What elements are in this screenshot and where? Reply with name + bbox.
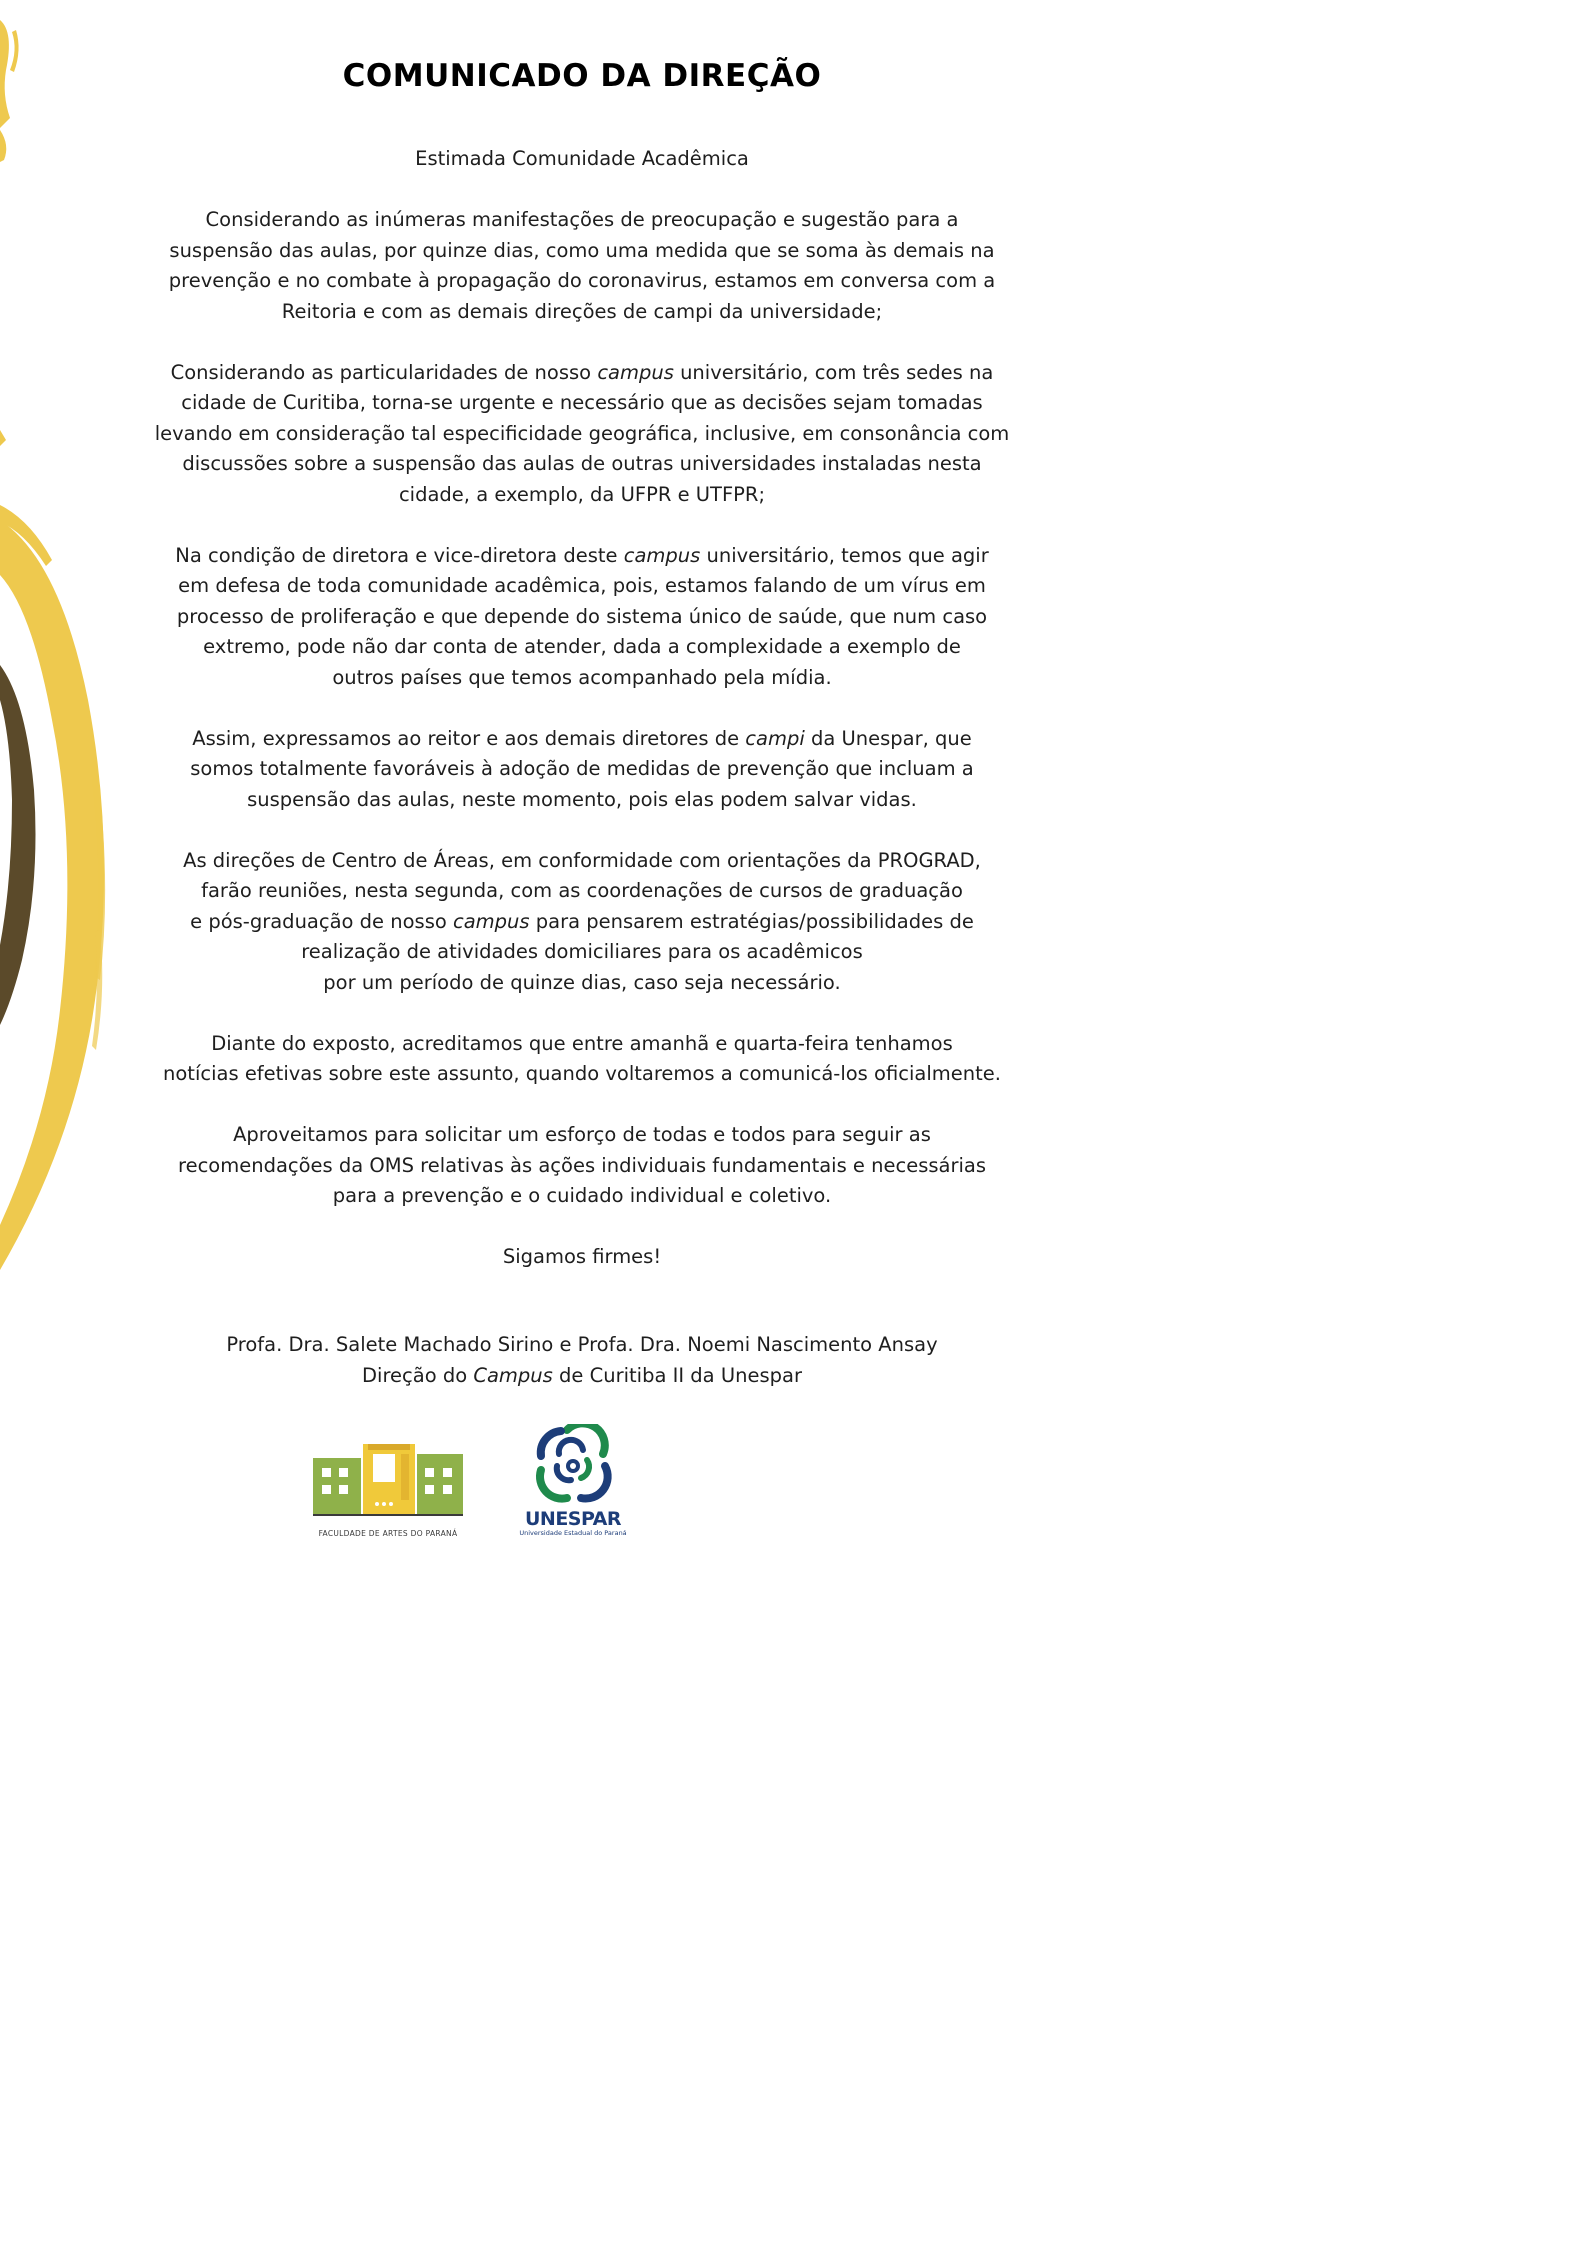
- text-run: discussões sobre a suspensão das aulas de outras universidades instaladas nesta: [182, 452, 982, 475]
- signature-role-italic: Campus: [473, 1363, 553, 1387]
- italic-term: campus: [623, 543, 701, 567]
- text-run: Na condição de diretora e vice-diretora deste: [175, 543, 624, 567]
- unespar-subtitle: Universidade Estadual do Paraná: [519, 1529, 627, 1537]
- paragraph-line: [120, 785, 1044, 816]
- text-run: Considerando as inúmeras manifestações de preocupação e sugestão para a: [205, 208, 959, 231]
- signature-names: Profa. Dra. Salete Machado Sirino e Profa. Dra. Noemi Nascimento Ansay: [226, 1332, 938, 1356]
- paragraph-line: [120, 419, 1044, 450]
- paragraph-line: [120, 571, 1044, 602]
- text-run: universitário, temos que agir: [700, 543, 989, 567]
- paragraph-line: [120, 846, 1044, 877]
- text-run: extremo, pode não dar conta de atender, dada a complexidade a exemplo de: [203, 635, 961, 658]
- text-run: e pós-graduação de nosso: [190, 909, 453, 933]
- text-run: da Unespar, que: [804, 726, 972, 750]
- text-run: Aproveitamos para solicitar um esforço de todas e todos para seguir as: [233, 1123, 931, 1146]
- paragraph-line: [120, 907, 1044, 938]
- body-paragraph: [120, 724, 1044, 816]
- text-run: Diante do exposto, acreditamos que entre amanhã e quarta-feira tenhamos: [211, 1031, 953, 1055]
- paragraph-line: [120, 1151, 1044, 1182]
- paragraph-line: [120, 205, 1044, 236]
- text-run: suspensão das aulas, neste momento, pois elas podem salvar vidas.: [247, 787, 917, 811]
- signature-block: [120, 1329, 1044, 1391]
- signature-role-prefix: Direção do: [362, 1363, 474, 1387]
- text-run: para a prevenção e o cuidado individual e coletivo.: [332, 1184, 832, 1207]
- body-paragraph: [120, 1029, 1044, 1090]
- unespar-name: UNESPAR: [524, 1508, 621, 1530]
- text-run: outros países que temos acompanhado pela mídia.: [332, 665, 832, 689]
- document-body: [120, 0, 1044, 1391]
- paragraph-line: [120, 236, 1044, 267]
- italic-term: campi: [745, 726, 805, 750]
- paragraph-line: [120, 449, 1044, 480]
- unespar-emblem-logo: [518, 1424, 628, 1542]
- text-run: levando em consideração tal especificidade geográfica, inclusive, em consonância com: [154, 421, 1010, 445]
- paragraph-line: [120, 388, 1044, 419]
- text-run: Considerando as particularidades de nosso: [170, 360, 598, 384]
- page-title: COMUNICADO DA DIREÇÃO: [342, 58, 822, 94]
- text-run: universitário, com três sedes na: [673, 360, 994, 384]
- text-run: As direções de Centro de Áreas, em conformidade com orientações da PROGRAD,: [183, 848, 981, 872]
- body-paragraph: [120, 358, 1044, 511]
- closing-line: Sigamos firmes!: [502, 1245, 662, 1268]
- text-run: processo de proliferação e que depende do sistema único de saúde, que num caso: [176, 604, 988, 628]
- text-run: suspensão das aulas, por quinze dias, como uma medida que se soma às demais na: [169, 238, 995, 262]
- paragraph-line: [120, 876, 1044, 907]
- brush-stroke-decoration: [0, 0, 140, 1556]
- paragraph-line: [120, 937, 1044, 968]
- text-run: em defesa de toda comunidade acadêmica, pois, estamos falando de um vírus em: [178, 574, 986, 597]
- text-run: para pensarem estratégias/possibilidades de: [529, 909, 974, 933]
- logos-row: [0, 1424, 1100, 1544]
- fap-caption: FACULDADE DE ARTES DO PARANÁ: [318, 1529, 458, 1538]
- text-run: notícias efetivas sobre este assunto, quando voltaremos a comunicá-los oficialmente.: [163, 1062, 1001, 1085]
- text-run: cidade, a exemplo, da UFPR e UTFPR;: [398, 482, 766, 506]
- italic-term: campus: [452, 909, 530, 933]
- text-run: por um período de quinze dias, caso seja necessário.: [323, 970, 841, 994]
- paragraph-line: [120, 632, 1044, 663]
- text-run: farão reuniões, nesta segunda, com as coordenações de cursos de graduação: [201, 879, 963, 902]
- paragraph-line: [120, 541, 1044, 572]
- paragraph-line: [120, 1120, 1044, 1151]
- text-run: Reitoria e com as demais direções de campi da universidade;: [281, 299, 883, 323]
- paragraph-line: [120, 266, 1044, 297]
- paragraph-line: [120, 754, 1044, 785]
- paragraph-line: [120, 480, 1044, 511]
- paragraph-line: [120, 358, 1044, 389]
- paragraph-line: [120, 1181, 1044, 1212]
- paragraph-line: [120, 724, 1044, 755]
- text-run: cidade de Curitiba, torna-se urgente e necessário que as decisões sejam tomadas: [181, 391, 983, 414]
- fap-buildings-logo: [313, 1424, 463, 1542]
- paragraph-line: [120, 1029, 1044, 1060]
- paragraph-line: [120, 602, 1044, 633]
- text-run: prevenção e no combate à propagação do coronavirus, estamos em conversa com a: [168, 269, 996, 292]
- text-run: somos totalmente favoráveis à adoção de medidas de prevenção que incluam a: [190, 757, 974, 780]
- body-paragraph: [120, 846, 1044, 999]
- signature-role: [120, 1360, 1044, 1391]
- text-run: Assim, expressamos ao reitor e aos demais diretores de: [192, 726, 746, 750]
- paragraph-line: [120, 297, 1044, 328]
- paragraph-line: [120, 968, 1044, 999]
- text-run: recomendações da OMS relativas às ações individuais fundamentais e necessárias: [177, 1153, 987, 1177]
- paragraph-line: [120, 663, 1044, 694]
- paragraphs: [120, 205, 1044, 1212]
- greeting: Estimada Comunidade Acadêmica: [415, 147, 749, 170]
- text-run: realização de atividades domiciliares para os acadêmicos: [301, 940, 863, 963]
- paragraph-line: [120, 1059, 1044, 1090]
- body-paragraph: [120, 541, 1044, 694]
- signature-role-suffix: de Curitiba II da Unespar: [552, 1363, 802, 1387]
- italic-term: campus: [597, 360, 674, 384]
- body-paragraph: [120, 1120, 1044, 1212]
- body-paragraph: [120, 205, 1044, 327]
